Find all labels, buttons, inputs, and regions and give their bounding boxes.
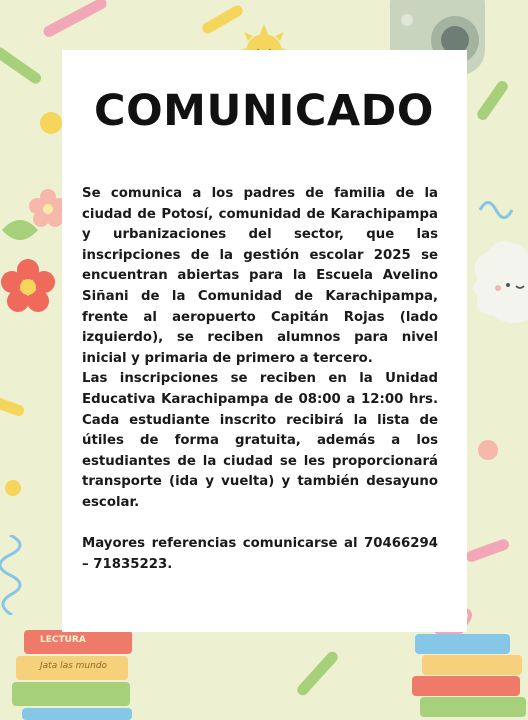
book-spine-label: LECTURA — [40, 635, 86, 645]
green-stick — [295, 649, 340, 697]
notice-body — [82, 184, 438, 575]
yellow-stick — [0, 393, 26, 417]
dot — [478, 440, 498, 460]
paragraph-registration: Se comunica a los padres de familia de la ciudad de Potosí, comunidad de Karachipampa y urbanizaciones del sector, que las inscripciones de la gestión escolar 2025 se encuentran abiertas para la Escuela Avelino Siñani de la Comunidad de Karachipampa, frente al aeropuerto Capitán Rojas (lado izquierdo), se reciben alumnos para nivel inicial y primaria de primero a tercero. — [82, 186, 438, 366]
book-spine-label: Jata las mundo — [40, 661, 108, 671]
flower-icon — [0, 258, 56, 314]
book — [415, 634, 510, 654]
notice-title: COMUNICADO — [94, 86, 434, 136]
paragraph-schedule: Las inscripciones se reciben en la Unidad Educativa Karachipampa de 08:00 a 12:00 hrs. Cada estudiante inscrito recibirá la lista de útiles de forma gratuita, además a los estudiantes de la ciudad se les proporcionará transporte (ida y vuelta) y también desayuno escolar. — [82, 371, 438, 510]
squiggle-icon — [478, 195, 518, 225]
paragraph-contact: Mayores referencias comunicarse al 70466294 – 71835223. — [82, 536, 438, 572]
book — [420, 697, 526, 717]
cloud-icon — [468, 230, 528, 330]
leaf-icon — [0, 210, 40, 250]
book — [412, 676, 520, 696]
book — [12, 682, 130, 706]
pink-stick — [464, 538, 510, 564]
green-stick — [0, 45, 43, 86]
book — [422, 655, 522, 675]
book — [22, 708, 132, 720]
book-stack-left — [10, 630, 135, 717]
dot — [5, 480, 21, 496]
pink-stick — [42, 0, 109, 39]
squiggle-icon — [0, 535, 40, 615]
